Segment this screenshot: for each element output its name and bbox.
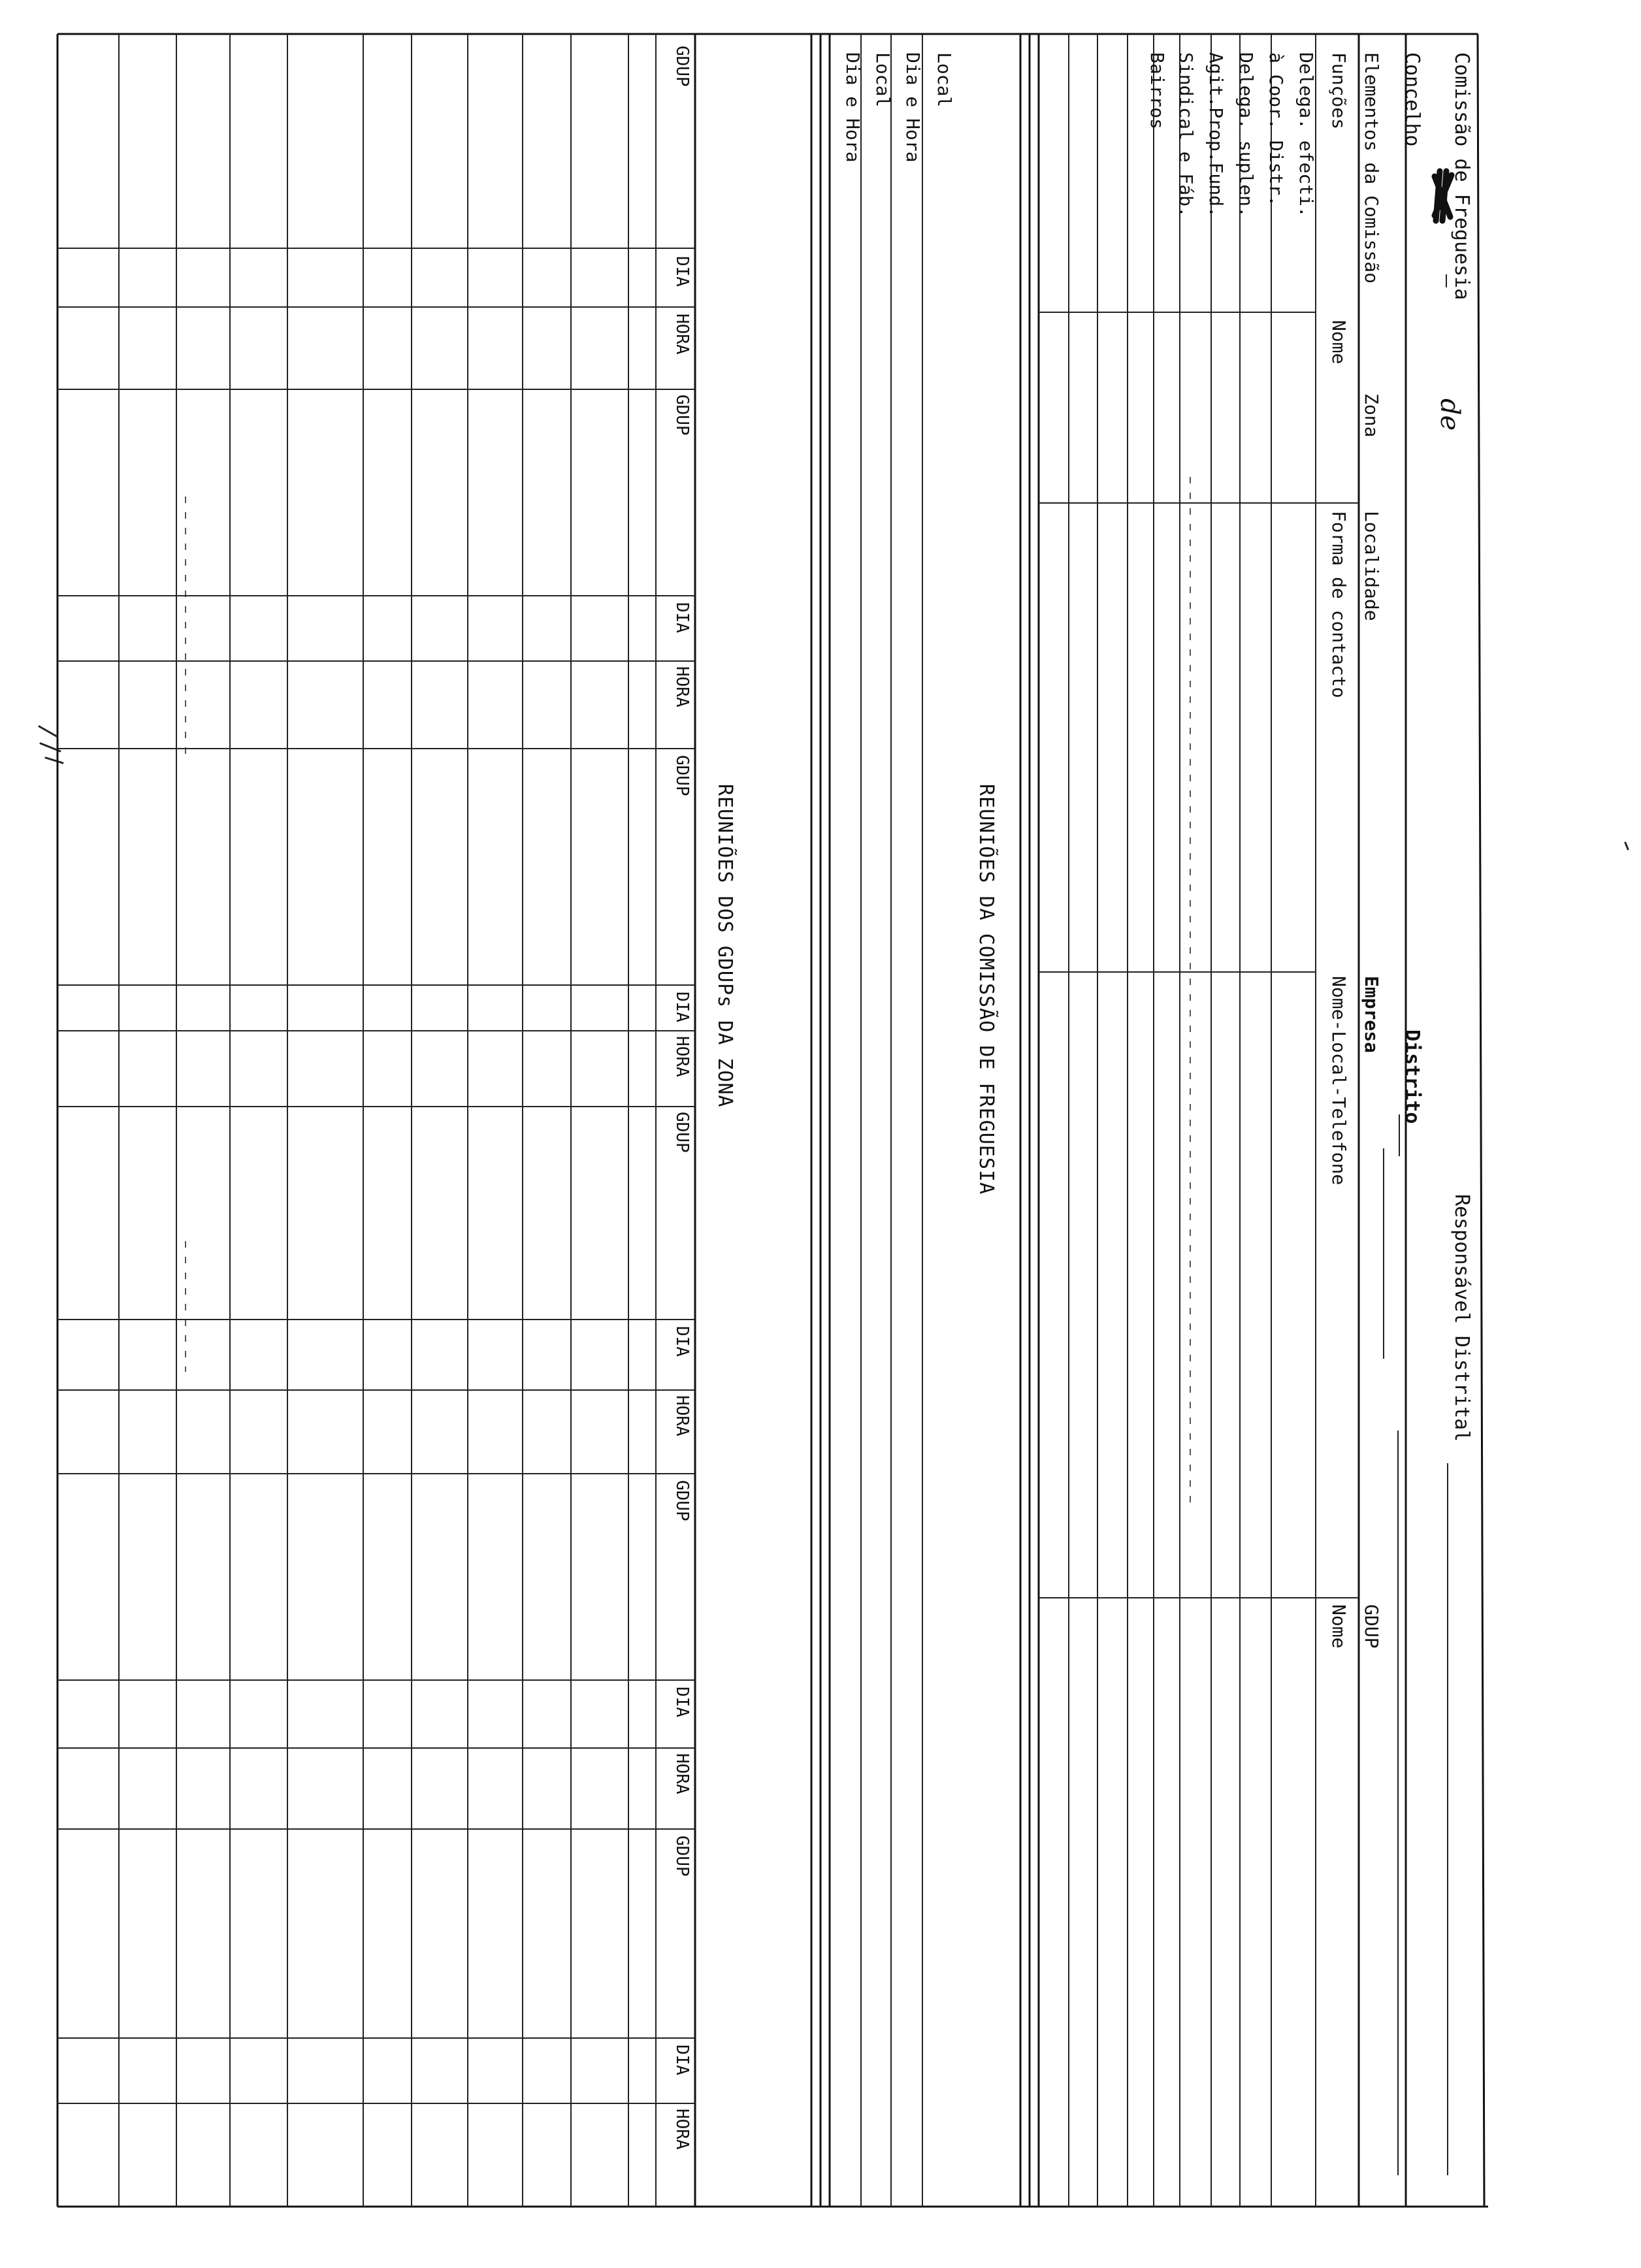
hora-col-header: HORA xyxy=(672,2109,692,2150)
redaction-scribble xyxy=(1435,171,1452,221)
funcao-row: Agit.Prop.Fund. xyxy=(1205,52,1227,218)
reunioes-comissao-title: REUNIÕES DA COMISSÃO DE FREGUESIA xyxy=(975,784,998,1195)
hora-col-header: HORA xyxy=(672,1753,692,1794)
comissao-row-local: Local xyxy=(872,52,894,108)
zona-label: Zona xyxy=(1361,393,1382,438)
empresa-label: Empresa xyxy=(1361,976,1382,1054)
col-forma-contacto: Forma de contacto xyxy=(1328,511,1350,698)
gdup-col-header: GDUP xyxy=(672,46,692,87)
dia-col-header: DIA xyxy=(672,256,692,287)
reunioes-gdups-title: REUNIÕES DOS GDUPs DA ZONA xyxy=(713,784,736,1108)
funcao-row: Delega. efecti. xyxy=(1295,52,1317,218)
section-dividers xyxy=(119,34,1406,2207)
funcao-row: Sindical e Fáb. xyxy=(1175,52,1197,218)
gdup-grid xyxy=(57,248,695,2103)
col-nome: Nome xyxy=(1328,320,1350,364)
gdup-col-header: GDUP xyxy=(672,1480,692,1521)
funcao-row: Bairros xyxy=(1146,52,1168,130)
scan-artifact-marks xyxy=(39,726,63,763)
dia-col-header: DIA xyxy=(672,2045,692,2075)
responsavel-distrital-label: Responsável Distrital xyxy=(1450,1194,1473,1442)
freguesia-handwriting xyxy=(1435,398,1465,430)
elementos-grid xyxy=(1039,312,1359,1598)
distrito-label: Distrito xyxy=(1401,1029,1423,1124)
col-gdup-nome: Nome xyxy=(1328,1604,1350,1649)
dia-col-header: DIA xyxy=(672,1326,692,1357)
elementos-title: Elementos da Comissão xyxy=(1361,52,1382,284)
col-funcoes: Funções xyxy=(1328,52,1350,130)
comissao-row-dia-hora: Dia e Hora xyxy=(842,52,864,163)
concelho-label: Concelho xyxy=(1401,52,1423,147)
comissao-freguesia-label: Comissão de Freguesia xyxy=(1450,52,1473,300)
col-nome-local-telefone: Nome-Local-Telefone xyxy=(1328,976,1350,1186)
hora-col-header: HORA xyxy=(672,666,692,707)
localidade-label: Localidade xyxy=(1361,511,1382,621)
header-blanks xyxy=(1384,274,1448,2175)
gdup-col-header: GDUP xyxy=(672,1836,692,1877)
gdup-col-header: GDUP xyxy=(672,755,692,796)
scan-dot xyxy=(1625,843,1628,849)
gdup-label: GDUP xyxy=(1361,1604,1382,1649)
dia-col-header: DIA xyxy=(672,602,692,633)
funcao-row: à Coor. Distr. xyxy=(1265,52,1287,207)
hora-col-header: HORA xyxy=(672,1395,692,1436)
hora-col-header: HORA xyxy=(672,1036,692,1077)
comissao-row-local: Local xyxy=(934,52,955,108)
dia-col-header: DIA xyxy=(672,1687,692,1717)
hora-col-header: HORA xyxy=(672,314,692,355)
funcao-row: Delega. suplen. xyxy=(1235,52,1257,218)
gdup-col-header: GDUP xyxy=(672,395,692,436)
svg-text:de: de xyxy=(1435,398,1465,431)
page-frame xyxy=(57,34,1488,2207)
gdup-col-header: GDUP xyxy=(672,1112,692,1153)
dia-col-header: DIA xyxy=(672,992,692,1022)
comissao-row-dia-hora: Dia e Hora xyxy=(902,52,924,163)
